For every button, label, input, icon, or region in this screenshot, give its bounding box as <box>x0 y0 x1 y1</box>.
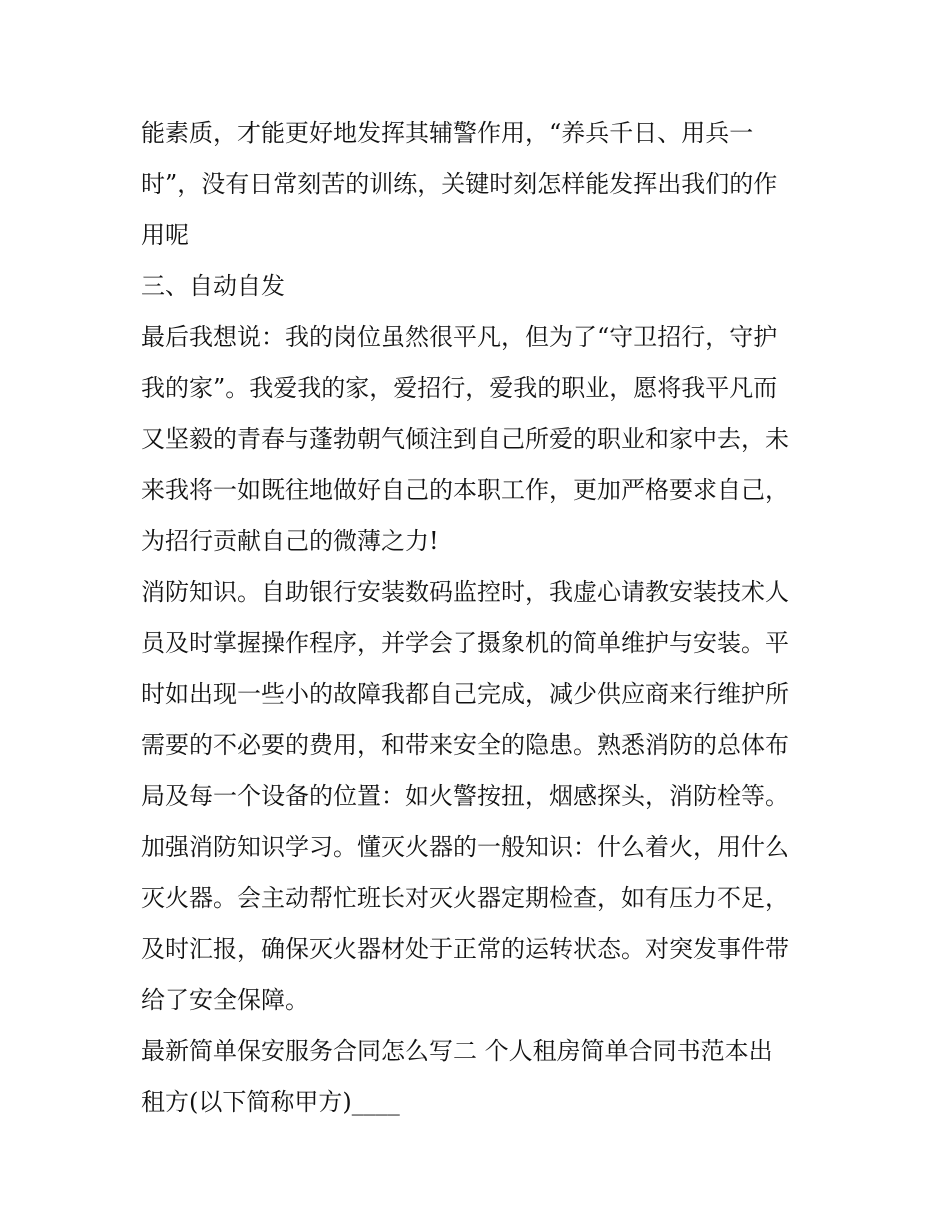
document-body <box>141 108 821 1128</box>
text-line: 最后我想说：我的岗位虽然很平凡，但为了“守卫招行，守护 <box>141 323 778 351</box>
text-line: 用呢 <box>141 221 189 249</box>
text-line: 需要的不必要的费用，和带来安全的隐患。熟悉消防的总体布 <box>141 731 789 759</box>
text-line: 来我将一如既往地做好自己的本职工作，更加严格要求自己， <box>141 476 789 504</box>
text-line: 为招行贡献自己的微薄之力! <box>141 527 439 555</box>
text-line: 员及时掌握操作程序，并学会了摄象机的简单维护与安装。平 <box>141 629 789 657</box>
text-line: 租方(以下简称甲方)____ <box>141 1088 400 1116</box>
text-line: 消防知识。自助银行安装数码监控时，我虚心请教安装技术人 <box>141 578 789 606</box>
text-line: 能素质，才能更好地发挥其辅警作用，“养兵千日、用兵一 <box>141 119 754 147</box>
text-line: 时”，没有日常刻苦的训练，关键时刻怎样能发挥出我们的作 <box>141 170 778 198</box>
text-line: 我的家”。我爱我的家，爱招行，爱我的职业，愿将我平凡而 <box>141 374 778 402</box>
text-line: 灭火器。会主动帮忙班长对灭火器定期检查，如有压力不足， <box>141 884 789 912</box>
text-line: 时如出现一些小的故障我都自己完成，减少供应商来行维护所 <box>141 680 789 708</box>
text-line: 加强消防知识学习。懂灭火器的一般知识：什么着火，用什么 <box>141 833 789 861</box>
text-line: 又坚毅的青春与蓬勃朝气倾注到自己所爱的职业和家中去，未 <box>141 425 789 453</box>
text-line: 及时汇报，确保灭火器材处于正常的运转状态。对突发事件带 <box>141 935 789 963</box>
text-line: 最新简单保安服务合同怎么写二 个人租房简单合同书范本出 <box>141 1037 773 1065</box>
section-heading: 三、自动自发 <box>141 272 285 300</box>
text-line: 给了安全保障。 <box>141 986 309 1014</box>
text-line: 局及每一个设备的位置：如火警按扭，烟感探头，消防栓等。 <box>141 782 789 810</box>
